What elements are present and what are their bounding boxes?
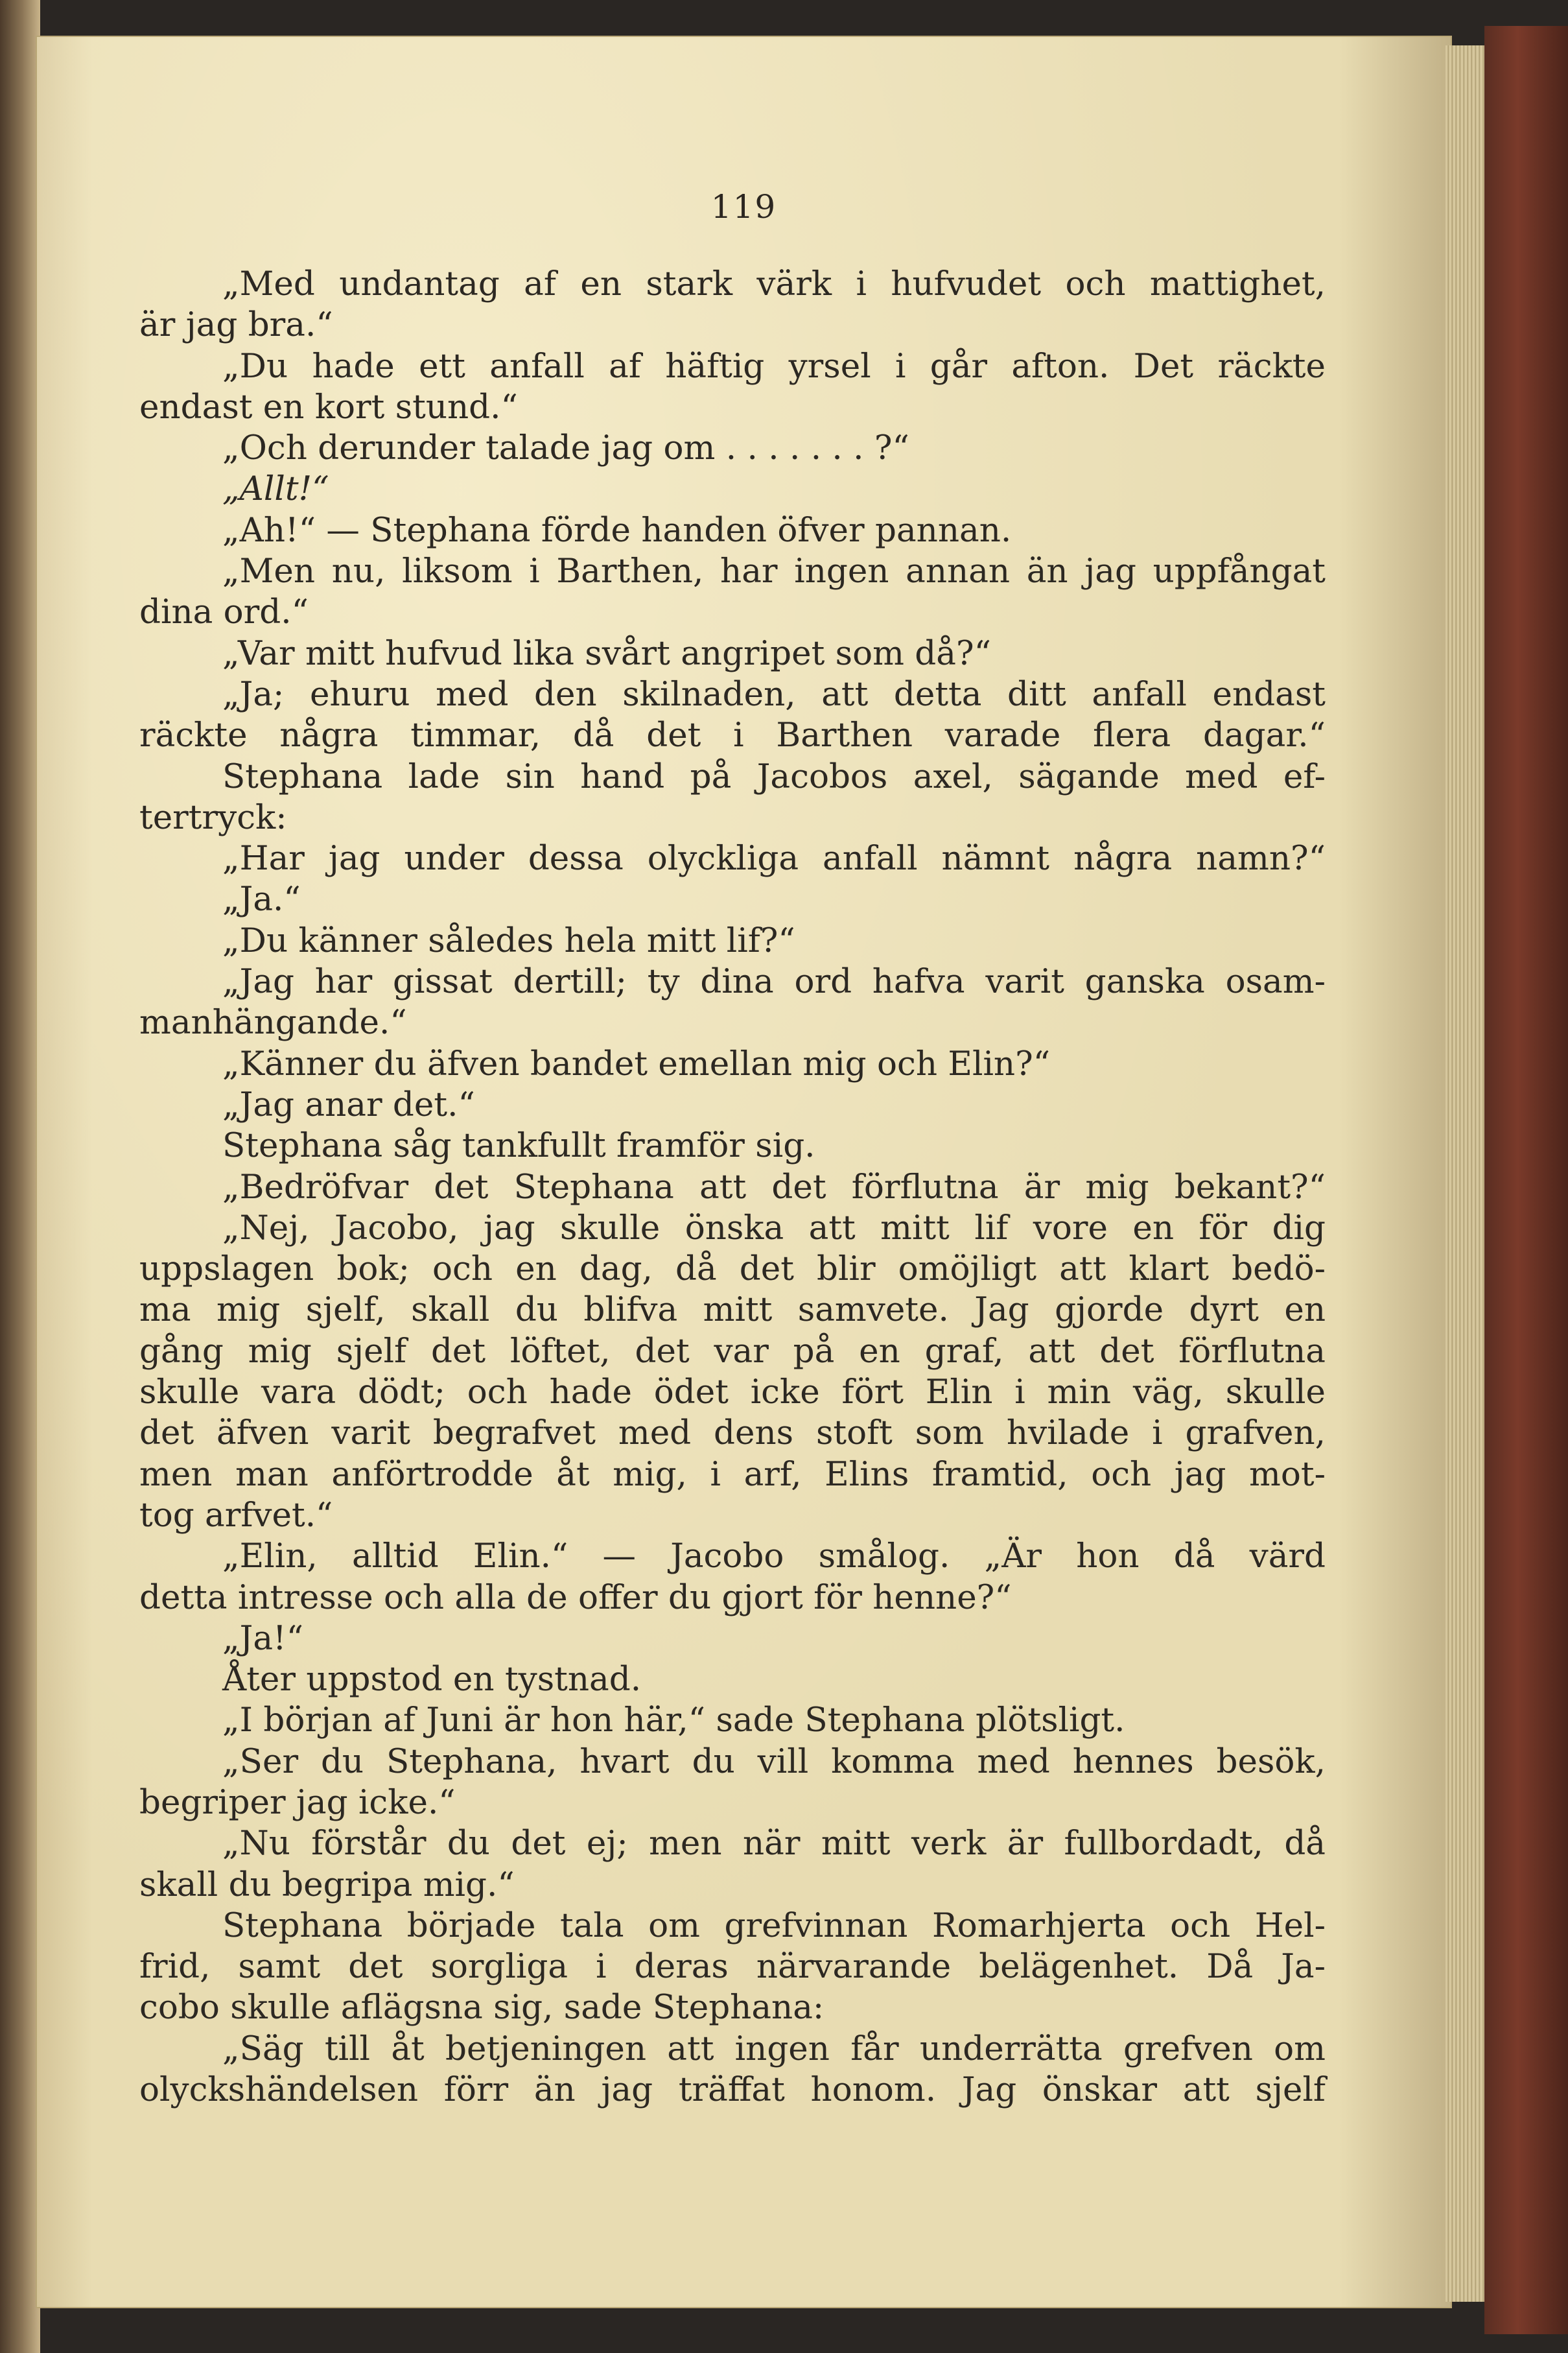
text-line: begriper jag icke.“ (139, 1782, 456, 1822)
text-line: „Ah!“ — Stephana förde handen öfver pannan. (222, 510, 1012, 550)
text-line: „Men nu, liksom i Barthen, har ingen annan än jag uppfångat (222, 552, 1326, 591)
book-cover-edge (1484, 26, 1568, 2334)
page-number: 119 (710, 188, 777, 226)
text-line: olyckshändelsen förr än jag träffat honom. Jag önskar att sjelf (139, 2070, 1326, 2110)
text-line: skall du begripa mig.“ (139, 1865, 515, 1904)
text-line: endast en kort stund.“ (139, 387, 518, 427)
text-line: Stephana såg tankfullt framför sig. (222, 1126, 815, 1166)
text-line: Stephana lade sin hand på Jacobos axel, sägande med ef- (222, 757, 1326, 796)
text-line: är jag bra.“ (139, 305, 333, 345)
text-line: „Bedröfvar det Stephana att det förflutna är mig bekant?“ (222, 1167, 1326, 1207)
text-line: cobo skulle aflägsna sig, sade Stephana: (139, 1988, 825, 2028)
text-line: „Var mitt hufvud lika svårt angripet som då?“ (222, 633, 991, 673)
text-line: „Och derunder talade jag om . . . . . . . ?“ (222, 429, 909, 468)
text-line: „Du känner således hela mitt lif?“ (222, 921, 795, 960)
text-line: räckte några timmar, då det i Barthen varade flera dagar.“ (139, 716, 1326, 755)
text-line (139, 469, 1326, 510)
text-line: ma mig sjelf, skall du blifva mitt samvete. Jag gjorde dyrt en (139, 1290, 1326, 1330)
italic-word: „Allt!“ (222, 469, 329, 509)
text-line: gång mig sjelf det löftet, det var på en graf, att det förflutna (139, 1331, 1326, 1371)
text-line: „Nej, Jacobo, jag skulle önska att mitt lif vore en för dig (222, 1208, 1326, 1247)
page-leaves-edge (1445, 45, 1484, 2302)
text-line: Åter uppstod en tystnad. (222, 1660, 642, 1699)
text-line: frid, samt det sorgliga i deras närvarande belägenhet. Då Ja- (139, 1947, 1326, 1987)
text-line: det äfven varit begrafvet med dens stoft som hvilade i grafven, (139, 1413, 1326, 1453)
text-line: „Elin, alltid Elin.“ — Jacobo smålog. „Är hon då värd (222, 1537, 1326, 1576)
book-spine-edge (0, 0, 40, 2353)
text-line: „Du hade ett anfall af häftig yrsel i går afton. Det räckte (222, 346, 1326, 386)
text-line: „Jag har gissat dertill; ty dina ord hafva varit ganska osam- (222, 962, 1326, 1002)
text-line: „I början af Juni är hon här,“ sade Stephana plötsligt. (222, 1701, 1125, 1740)
text-line: „Ja.“ (222, 880, 301, 919)
text-line: „Nu förstår du det ej; men när mitt verk är fullbordadt, då (222, 1824, 1326, 1863)
text-line: „Ja; ehuru med den skilnaden, att detta ditt anfall endast (222, 674, 1326, 714)
text-line: „Med undantag af en stark värk i hufvudet och mattighet, (222, 265, 1326, 303)
text-line: „Jag anar det.“ (222, 1085, 475, 1124)
text-line: „Känner du äfven bandet emellan mig och Elin?“ (222, 1044, 1051, 1083)
book-page (36, 36, 1452, 2308)
text-line: tog arfvet.“ (139, 1495, 333, 1535)
text-line: „Ser du Stephana, hvart du vill komma med hennes besök, (222, 1742, 1326, 1781)
text-line: „Säg till åt betjeningen att ingen får underrätta grefven om (222, 2029, 1326, 2068)
text-line: „Ja!“ (222, 1618, 304, 1658)
text-line: „Har jag under dessa olyckliga anfall nämnt några namn?“ (222, 839, 1326, 879)
text-line: men man anförtrodde åt mig, i arf, Elins framtid, och jag mot- (139, 1454, 1326, 1494)
text-line: tertryck: (139, 798, 287, 837)
text-line: detta intresse och alla de offer du gjort för henne?“ (139, 1578, 1012, 1617)
body-text (139, 264, 1326, 2111)
text-line: Stephana började tala om grefvinnan Romarhjerta och Hel- (222, 1906, 1326, 1945)
text-line: manhängande.“ (139, 1003, 407, 1043)
text-line: uppslagen bok; och en dag, då det blir omöjligt att klart bedö- (139, 1249, 1326, 1289)
text-line: skulle vara dödt; och hade ödet icke fört Elin i min väg, skulle (139, 1373, 1326, 1412)
text-line: dina ord.“ (139, 593, 309, 632)
